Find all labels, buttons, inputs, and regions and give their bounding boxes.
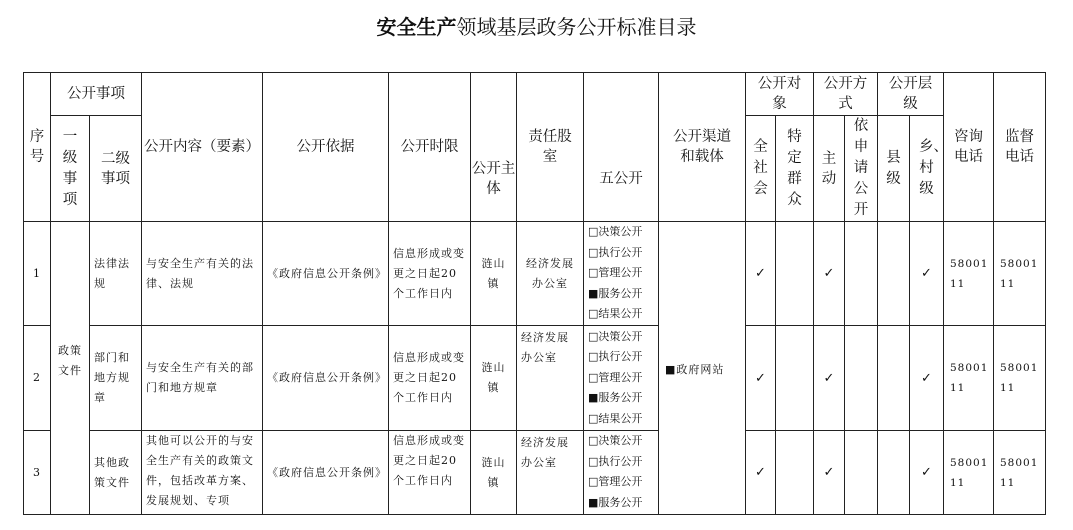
row-content: 与安全生产有关的法律、法规: [142, 222, 263, 326]
header-consult: 咨询电话: [944, 73, 994, 222]
header-content: 公开内容（要素）: [142, 73, 263, 222]
row-content: 其他可以公开的与安全生产有关的政策文件，包括改革方案、发展规划、专项: [142, 431, 263, 515]
row-seq: 1: [24, 222, 51, 326]
header-subject: 公开主体: [471, 73, 517, 222]
row-level2: 部门和地方规章: [90, 326, 142, 431]
five-item: □决策公开: [588, 225, 643, 239]
check-level-county: [878, 431, 910, 515]
row-subject: 涟山镇: [471, 431, 517, 515]
row-subject: 涟山镇: [471, 326, 517, 431]
check-target-all: ✓: [746, 431, 776, 515]
header-matter: 公开事项: [51, 73, 142, 116]
five-item: □管理公开: [588, 475, 643, 488]
title-rest: 领域基层政务公开标准目录: [456, 15, 697, 39]
header-method-request: 依申请公开: [845, 116, 878, 222]
consult-phone: 5800111: [944, 326, 994, 431]
row-seq: 3: [24, 431, 51, 515]
header-target: 公开对象: [746, 73, 814, 116]
header-channel: 公开渠道和载体: [659, 73, 746, 222]
page-title: [0, 11, 1073, 40]
row-level2: 其他政策文件: [90, 431, 142, 515]
header-method: 公开方式: [814, 73, 878, 116]
five-item: □执行公开: [588, 245, 643, 259]
row-subject: 涟山镇: [471, 222, 517, 326]
channel-cell: ■政府网站: [659, 222, 746, 515]
five-item: ■服务公开: [588, 495, 643, 509]
header-target-all: 全社会: [746, 116, 776, 222]
header-dept: 责任股室: [517, 73, 584, 222]
row-level2: 法律法规: [90, 222, 142, 326]
five-item: □决策公开: [588, 434, 643, 447]
row-basis: 《政府信息公开条例》: [263, 326, 389, 431]
check-level-county: [878, 222, 910, 326]
check-target-all: ✓: [746, 326, 776, 431]
check-method-active: ✓: [814, 222, 845, 326]
row-dept: 经济发展办公室: [517, 431, 584, 515]
five-item: □结果公开: [588, 307, 643, 321]
five-item: ■服务公开: [588, 286, 643, 300]
check-level-town: ✓: [910, 326, 944, 431]
header-basis: 公开依据: [263, 73, 389, 222]
header-method-active: 主动: [814, 116, 845, 222]
check-target-specific: [776, 222, 814, 326]
supervise-phone: 5800111: [994, 222, 1046, 326]
catalog-table: [23, 72, 1046, 515]
row-time: 信息形成或变更之日起20个工作日内: [389, 222, 471, 326]
row-basis: 《政府信息公开条例》: [263, 222, 389, 326]
check-method-request: [845, 431, 878, 515]
five-item: ■服务公开: [588, 391, 643, 405]
check-target-all: ✓: [746, 222, 776, 326]
check-method-active: ✓: [814, 431, 845, 515]
five-item: □管理公开: [588, 266, 643, 280]
row-five-list: [584, 222, 659, 326]
row-five-list: [584, 326, 659, 431]
table-row: [24, 326, 1046, 431]
row-five-list: [584, 431, 659, 515]
header-level2: 二级事项: [90, 116, 142, 222]
consult-phone: 5800111: [944, 222, 994, 326]
check-target-specific: [776, 431, 814, 515]
five-item: □执行公开: [588, 454, 643, 468]
row-basis: 《政府信息公开条例》: [263, 431, 389, 515]
check-level-town: ✓: [910, 222, 944, 326]
header-target-specific: 特定群众: [776, 116, 814, 222]
row-time: 信息形成或变更之日起20个工作日内: [389, 326, 471, 431]
row-seq: 2: [24, 326, 51, 431]
five-item: □管理公开: [588, 370, 643, 384]
check-method-request: [845, 326, 878, 431]
title-bold: 安全生产: [376, 15, 457, 39]
header-time: 公开时限: [389, 73, 471, 222]
supervise-phone: 5800111: [994, 431, 1046, 515]
check-level-county: [878, 326, 910, 431]
header-five: 五公开: [584, 73, 659, 222]
row-time: 信息形成或变更之日起20个工作日内: [389, 431, 471, 515]
level1-cell: 政策文件: [51, 222, 90, 515]
header-level1: 一级事项: [51, 116, 90, 222]
row-dept: 经济发展办公室: [517, 222, 584, 326]
supervise-phone: 5800111: [994, 326, 1046, 431]
header-seq: 序号: [24, 73, 51, 222]
table-row: [24, 222, 1046, 326]
check-method-active: ✓: [814, 326, 845, 431]
header-level-town: 乡、村级: [910, 116, 944, 222]
five-item: □决策公开: [588, 329, 643, 343]
check-method-request: [845, 222, 878, 326]
header-level-county: 县级: [878, 116, 910, 222]
row-dept: 经济发展办公室: [517, 326, 584, 431]
five-item: □执行公开: [588, 350, 643, 364]
five-item: □结果公开: [588, 411, 643, 425]
table-row: [24, 431, 1046, 515]
header-level: 公开层级: [878, 73, 944, 116]
check-target-specific: [776, 326, 814, 431]
check-level-town: ✓: [910, 431, 944, 515]
header-supervise: 监督电话: [994, 73, 1046, 222]
row-content: 与安全生产有关的部门和地方规章: [142, 326, 263, 431]
consult-phone: 5800111: [944, 431, 994, 515]
